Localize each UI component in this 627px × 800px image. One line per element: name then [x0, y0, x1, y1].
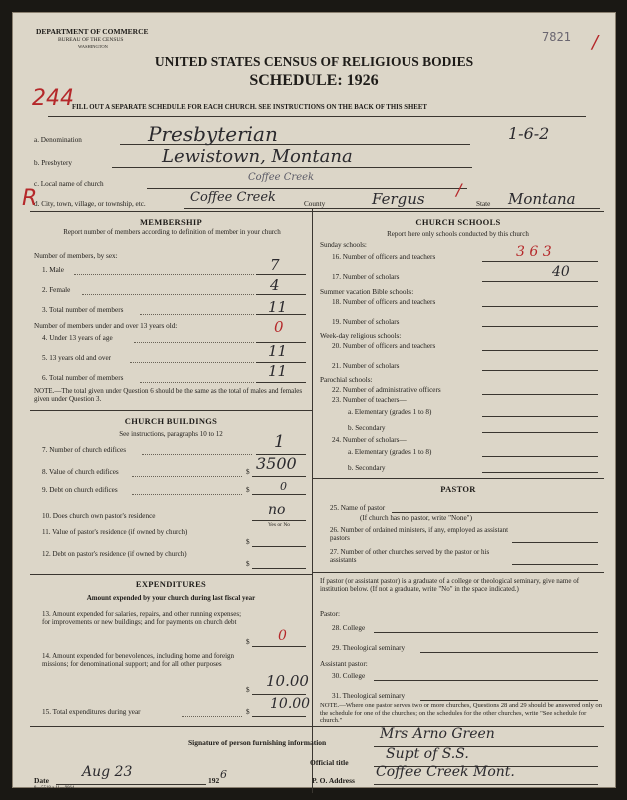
form-subtitle: SCHEDULE: 1926: [249, 72, 379, 89]
q31-label: 31. Theological seminary: [332, 692, 406, 700]
q17-line: [482, 281, 598, 282]
q8-dots: [132, 476, 242, 477]
grad-note: If pastor (or assistant pastor) is a graduate of a college or theological seminary, give name of institution below. (If not a graduate, write "No" in the space indicated.): [320, 577, 580, 594]
q4-value: 0: [274, 318, 284, 336]
po-address-line: [374, 784, 598, 785]
date-line: [56, 784, 206, 785]
instruction-line: FILL OUT A SEPARATE SCHEDULE FOR EACH CHURCH. SEE INSTRUCTIONS ON THE BACK OF THIS SHEET: [72, 104, 427, 111]
summer-label: Summer vacation Bible schools:: [320, 288, 414, 296]
q9-label: 9. Debt on church edifices: [42, 486, 118, 494]
q12-label: 12. Debt on pastor's residence (if owned by church): [42, 550, 187, 558]
weekday-label: Week-day religious schools:: [320, 332, 402, 340]
q9-dots: [132, 494, 242, 495]
expenditures-divider: [30, 574, 312, 575]
q2-label: 2. Female: [42, 286, 71, 294]
q17-label: 17. Number of scholars: [332, 273, 400, 281]
q14-dollar: $: [246, 686, 250, 694]
q13-line: [252, 646, 306, 647]
q25-label: 25. Name of pastor: [330, 504, 386, 512]
form-number: 8—5518 a 11—9864: [34, 786, 75, 791]
state-value: Montana: [508, 190, 576, 208]
q6-dots: [140, 382, 254, 383]
q6-line: [256, 382, 306, 383]
q8-dollar: $: [246, 468, 250, 476]
q4-dots: [134, 342, 254, 343]
expenditures-sub: Amount expended by your church during last fiscal year: [86, 594, 256, 602]
local-name-label: c. Local name of church: [34, 180, 104, 188]
date-label: Date: [34, 776, 49, 785]
expenditures-heading: EXPENDITURES: [135, 579, 207, 589]
signature-label: Signature of person furnishing information: [188, 738, 327, 747]
bureau-city: WASHINGTON: [78, 44, 108, 49]
q2-dots: [82, 294, 254, 295]
q15-dollar: $: [246, 708, 250, 716]
q10-yesno: Yes or No: [268, 522, 291, 528]
q22-label: 22. Number of administrative officers: [332, 386, 441, 394]
q14-value: 10.00: [266, 672, 309, 690]
presbytery-value: Lewistown, Montana: [162, 146, 353, 167]
q18-line: [482, 306, 598, 307]
q1-dots: [74, 274, 254, 275]
q15-dots: [182, 716, 242, 717]
q21-label: 21. Number of scholars: [332, 362, 400, 370]
q1-value: 7: [270, 256, 280, 274]
q10-value: no: [268, 502, 286, 518]
q8-label: 8. Value of church edifices: [42, 468, 119, 476]
q20-label: 20. Number of officers and teachers: [332, 342, 436, 350]
q28-label: 28. College: [332, 624, 366, 632]
dept-name: DEPARTMENT OF COMMERCE: [36, 27, 149, 36]
q15-line: [252, 716, 306, 717]
q13-label: 13. Amount expended for salaries, repairs, and other running expenses; for improvements or new buildings; and for payments on church debt: [42, 610, 242, 627]
local-name-value: Coffee Creek: [248, 172, 315, 183]
q11-label: 11. Value of pastor's residence (if owned by church): [42, 528, 188, 536]
po-address-label: P. O. Address: [312, 776, 355, 785]
official-title-label: Official title: [310, 758, 349, 767]
county-label: County: [304, 200, 326, 208]
red-check-county: /: [456, 180, 462, 199]
q3-label: 3. Total number of members: [42, 306, 124, 314]
q23-label: 23. Number of teachers—: [332, 396, 407, 404]
q8-value: 3500: [256, 454, 297, 473]
date-year-prefix: 192: [208, 776, 220, 785]
age-head-label: Number of members under and over 13 years old:: [34, 322, 178, 330]
bureau-name: BUREAU OF THE CENSUS: [58, 37, 124, 43]
q11-dollar: $: [246, 538, 250, 546]
q20-line: [482, 350, 598, 351]
q21-line: [482, 370, 598, 371]
pastor-divider: [312, 478, 604, 479]
asst-pastor-label: Assistant pastor:: [320, 660, 368, 668]
header-divider: [48, 116, 586, 117]
membership-note: NOTE.—The total given under Question 6 should be the same as the total of males and females given under Question 3.: [34, 387, 303, 404]
q5-label: 5. 13 years old and over: [42, 354, 112, 362]
q5-value: 11: [268, 342, 288, 360]
grad-divider: [312, 572, 604, 573]
buildings-sub: See instructions, paragraphs 10 to 12: [119, 430, 223, 438]
q18-label: 18. Number of officers and teachers: [332, 298, 436, 306]
q8-line: [252, 476, 306, 477]
q3-value: 11: [268, 298, 288, 316]
footer-divider: [30, 726, 604, 727]
column-divider: [312, 209, 313, 793]
schools-sub: Report here only schools conducted by this church: [387, 230, 529, 238]
q10-line: [252, 520, 306, 521]
presbytery-line: [112, 167, 472, 168]
q14-line: [252, 694, 306, 695]
county-value: Fergus: [372, 190, 425, 208]
q26-label: 26. Number of ordained ministers, if any, employed as assistant pastors: [330, 526, 509, 543]
q13-dollar: $: [246, 638, 250, 646]
q16-value: 3 6 3: [516, 244, 552, 260]
q12-dollar: $: [246, 560, 250, 568]
q24-label: 24. Number of scholars—: [332, 436, 407, 444]
city-line: [184, 208, 600, 209]
schools-heading: CHURCH SCHOOLS: [415, 217, 501, 227]
q9-dollar: $: [246, 486, 250, 494]
form-title: UNITED STATES CENSUS OF RELIGIOUS BODIES: [154, 54, 474, 69]
presbytery-label: b. Presbytery: [34, 159, 72, 167]
q7-value: 1: [274, 432, 285, 452]
date-value: Aug 23: [82, 764, 133, 780]
q24a-label: a. Elementary (grades 1 to 8): [348, 448, 432, 456]
pastor-heading: PASTOR: [440, 484, 476, 494]
q24a-line: [482, 456, 598, 457]
po-address-value: Coffee Creek Mont.: [376, 764, 515, 780]
q6-label: 6. Total number of members: [42, 374, 124, 382]
q29-label: 29. Theological seminary: [332, 644, 406, 652]
q25-note: (If church has no pastor, write "None"): [360, 514, 472, 522]
section-top-divider: [30, 211, 604, 212]
q1-line: [256, 274, 306, 275]
q15-label: 15. Total expenditures during year: [42, 708, 141, 716]
q2-line: [256, 294, 306, 295]
q2-value: 4: [270, 276, 280, 294]
buildings-divider: [30, 410, 312, 411]
q23b-line: [482, 432, 598, 433]
pastor-sub-label: Pastor:: [320, 610, 340, 618]
parochial-label: Parochial schools:: [320, 376, 373, 384]
q17-value: 40: [552, 264, 570, 280]
q14-label: 14. Amount expended for benevolences, including home and foreign missions; for denominational support; and for all other purposes: [42, 652, 235, 669]
official-title-value: Supt of S.S.: [386, 746, 469, 762]
sunday-label: Sunday schools:: [320, 241, 367, 249]
q13-value: 0: [278, 628, 287, 644]
q23b-label: b. Secondary: [348, 424, 386, 432]
q19-line: [482, 326, 598, 327]
signature-value: Mrs Arno Green: [380, 726, 495, 742]
q15-value: 10.00: [270, 696, 311, 712]
q24b-label: b. Secondary: [348, 464, 386, 472]
q30-label: 30. College: [332, 672, 366, 680]
date-year-digit: 6: [220, 768, 227, 781]
stamp-number: 7821: [542, 30, 571, 44]
city-label: d. City, town, village, or township, etc.: [34, 200, 146, 208]
q7-label: 7. Number of church edifices: [42, 446, 127, 454]
q29-line: [420, 652, 598, 653]
q19-label: 19. Number of scholars: [332, 318, 400, 326]
q24b-line: [482, 472, 598, 473]
q11-line: [252, 546, 306, 547]
q23a-label: a. Elementary (grades 1 to 8): [348, 408, 432, 416]
q27-line: [512, 564, 598, 565]
membership-heading: MEMBERSHIP: [139, 217, 203, 227]
denomination-code: 1-6-2: [508, 124, 550, 143]
members-by-sex-label: Number of members, by sex:: [34, 252, 118, 260]
q6-value: 11: [268, 362, 288, 380]
red-handwritten-number: 244: [32, 86, 74, 111]
membership-sub: Report number of members according to definition of member in your church: [63, 228, 281, 236]
buildings-heading: CHURCH BUILDINGS: [124, 416, 218, 426]
city-value: Coffee Creek: [190, 190, 276, 205]
census-schedule-page: [12, 12, 616, 791]
denomination-value: Presbyterian: [148, 122, 278, 146]
q7-dots: [142, 454, 252, 455]
q16-label: 16. Number of officers and teachers: [332, 253, 436, 261]
q9-value: 0: [280, 480, 287, 493]
red-r-mark: R: [22, 186, 38, 211]
denomination-label: a. Denomination: [34, 136, 82, 144]
q25-line: [392, 512, 598, 513]
q30-line: [374, 680, 598, 681]
q27-label: 27. Number of other churches served by the pastor or his assistants: [330, 548, 490, 565]
q10-label: 10. Does church own pastor's residence: [42, 512, 156, 520]
q1-label: 1. Male: [42, 266, 64, 274]
q26-line: [512, 542, 598, 543]
state-label: State: [476, 200, 491, 208]
q31-line: [420, 700, 598, 701]
q3-dots: [140, 314, 254, 315]
q5-dots: [130, 362, 254, 363]
pastor-note: NOTE.—Where one pastor serves two or more churches, Questions 28 and 29 should be answered only on the schedule for one of the churches; on the schedules for the other churches, write "See schedule for church.": [320, 702, 602, 725]
q9-line: [252, 494, 306, 495]
local-name-line: [147, 188, 467, 189]
q22-line: [482, 394, 598, 395]
q23a-line: [482, 416, 598, 417]
q12-line: [252, 568, 306, 569]
q4-label: 4. Under 13 years of age: [42, 334, 113, 342]
red-check-mark: /: [592, 32, 599, 53]
q28-line: [374, 632, 598, 633]
q16-line: [482, 261, 598, 262]
